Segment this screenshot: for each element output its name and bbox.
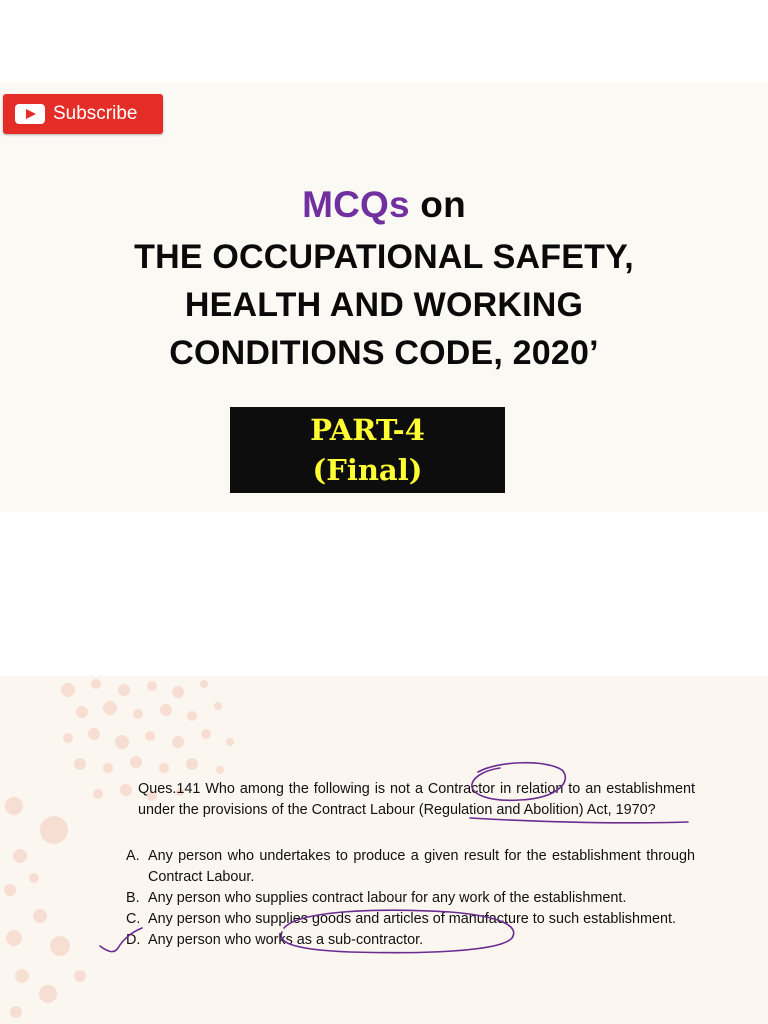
- part-subtitle: (Final): [312, 453, 423, 487]
- part-number: PART-4: [310, 413, 425, 447]
- option-b[interactable]: [126, 888, 695, 909]
- subscribe-button[interactable]: [3, 94, 163, 134]
- title-line-3: CONDITIONS CODE, 2020’: [169, 334, 599, 372]
- title-line-2: HEALTH AND WORKING: [184, 286, 584, 324]
- title-line-1: THE OCCUPATIONAL SAFETY,: [134, 238, 634, 276]
- part-badge: [230, 407, 505, 493]
- option-letter: C.: [126, 910, 141, 927]
- subscribe-label: Subscribe: [53, 103, 138, 124]
- youtube-play-icon: [15, 104, 45, 124]
- option-letter: B.: [126, 889, 140, 906]
- option-a[interactable]: [126, 846, 695, 887]
- title-slide: [0, 82, 768, 512]
- title-accent-suffix: on: [409, 184, 466, 225]
- option-d[interactable]: [126, 930, 695, 951]
- option-letter: D.: [126, 931, 141, 948]
- question-slide: [0, 676, 768, 1024]
- option-text: Any person who undertakes to produce a given result for the establishment through Contract Labour.: [148, 848, 695, 885]
- question-text: Ques.141 Who among the following is not a Contractor in relation to an establishment under the provisions of the Contract Labour (Regulation and Abolition) Act, 1970?: [138, 781, 695, 818]
- title-accent: MCQs: [302, 184, 410, 225]
- option-text: Any person who supplies goods and articles of manufacture to such establishment.: [148, 910, 676, 927]
- option-text: Any person who supplies contract labour for any work of the establishment.: [148, 889, 627, 906]
- option-text: Any person who works as a sub-contractor.: [148, 931, 424, 948]
- option-c[interactable]: [126, 909, 695, 930]
- title-accent-line: [0, 184, 768, 226]
- answer-options: [126, 846, 695, 951]
- option-letter: A.: [126, 848, 140, 864]
